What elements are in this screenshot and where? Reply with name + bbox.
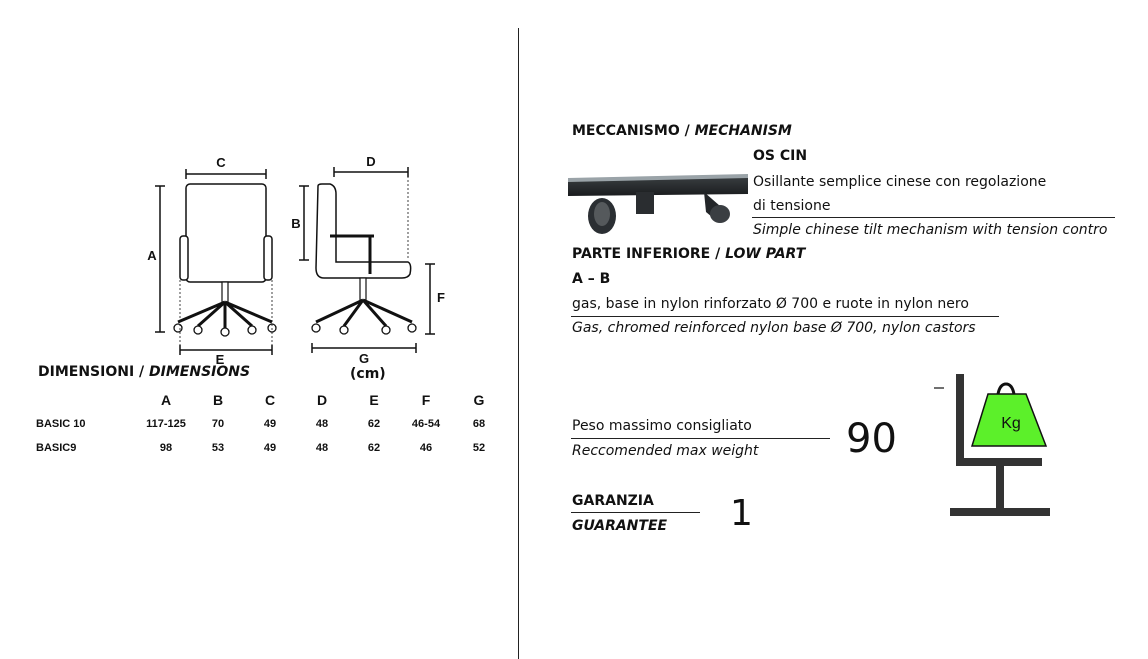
- row-name: BASIC 10: [36, 418, 86, 430]
- cell-b: 70: [211, 418, 225, 430]
- cell-d: 48: [315, 418, 329, 430]
- cell-e: 62: [367, 418, 381, 430]
- table-header-a: A: [160, 392, 172, 408]
- table-row: [36, 412, 510, 436]
- cell-e: 62: [367, 442, 381, 454]
- low-part-title-it: PARTE INFERIORE /: [572, 246, 726, 262]
- dim-letter-a: A: [147, 248, 157, 263]
- mechanism-desc-en: Simple chinese tilt mechanism with tension contro: [753, 222, 1108, 238]
- weight-label-en: Reccomended max weight: [572, 443, 759, 459]
- dimensions-table: [36, 388, 510, 460]
- table-header-d: D: [316, 392, 328, 408]
- dimensions-title: [38, 364, 250, 380]
- cell-f: 46: [419, 442, 433, 454]
- dim-letter-f: F: [437, 290, 445, 305]
- dimensions-title-it: DIMENSIONI /: [38, 364, 150, 380]
- guarantee-rule: [571, 512, 700, 513]
- table-header-b: B: [212, 392, 224, 408]
- cell-c: 49: [263, 418, 277, 430]
- mechanism-name: OS CIN: [753, 148, 808, 164]
- dim-letter-b: B: [291, 216, 301, 231]
- dim-letter-g: G: [358, 351, 370, 365]
- mechanism-title: [572, 123, 792, 139]
- row-name: BASIC9: [36, 442, 77, 454]
- dim-letter-d: D: [366, 154, 376, 169]
- cell-d: 48: [315, 442, 329, 454]
- kg-icon-text: Kg: [1001, 415, 1021, 432]
- mechanism-desc-line1: Osillante semplice cinese con regolazione: [753, 174, 1047, 190]
- kg-weight-icon: [930, 370, 1055, 520]
- mechanism-desc-line2: di tensione: [753, 198, 831, 214]
- guarantee-label-en: GUARANTEE: [572, 518, 668, 534]
- dim-letter-e: E: [215, 352, 225, 365]
- weight-value: 90: [846, 416, 897, 462]
- cell-g: 68: [472, 418, 486, 430]
- mechanism-image: [568, 172, 748, 238]
- low-part-desc-en: Gas, chromed reinforced nylon base Ø 700, nylon castors: [572, 320, 976, 336]
- low-part-title-en: LOW PART: [725, 246, 806, 262]
- guarantee-label: GARANZIA: [572, 493, 654, 509]
- dimensions-title-en: DIMENSIONS: [149, 364, 251, 380]
- low-part-rule: [571, 316, 999, 317]
- table-row: [36, 436, 510, 460]
- cell-a: 98: [159, 442, 173, 454]
- low-part-code: A – B: [572, 271, 611, 287]
- weight-rule: [571, 438, 830, 439]
- cell-c: 49: [263, 442, 277, 454]
- guarantee-value: 1: [730, 493, 753, 534]
- table-header-c: C: [264, 392, 276, 408]
- unit-label: (cm): [350, 366, 386, 382]
- cell-g: 52: [472, 442, 486, 454]
- weight-label: Peso massimo consigliato: [572, 418, 752, 434]
- table-header-row: [36, 388, 510, 412]
- chair-front-view-diagram: [140, 150, 290, 365]
- chair-side-view-diagram: [286, 150, 446, 365]
- table-header-g: G: [473, 392, 485, 408]
- center-divider: [518, 28, 519, 659]
- low-part-desc: gas, base in nylon rinforzato Ø 700 e ruote in nylon nero: [572, 296, 969, 312]
- table-header-e: E: [369, 392, 379, 408]
- table-header-empty: [36, 388, 136, 412]
- mechanism-title-it: MECCANISMO /: [572, 123, 695, 139]
- mechanism-rule: [752, 217, 1115, 218]
- cell-f: 46-54: [411, 418, 441, 430]
- table-header-f: F: [421, 392, 431, 408]
- low-part-title: [572, 246, 805, 262]
- cell-b: 53: [211, 442, 225, 454]
- cell-a: 117-125: [146, 418, 186, 430]
- mechanism-title-en: MECHANISM: [694, 123, 792, 139]
- dim-letter-c: C: [216, 155, 226, 170]
